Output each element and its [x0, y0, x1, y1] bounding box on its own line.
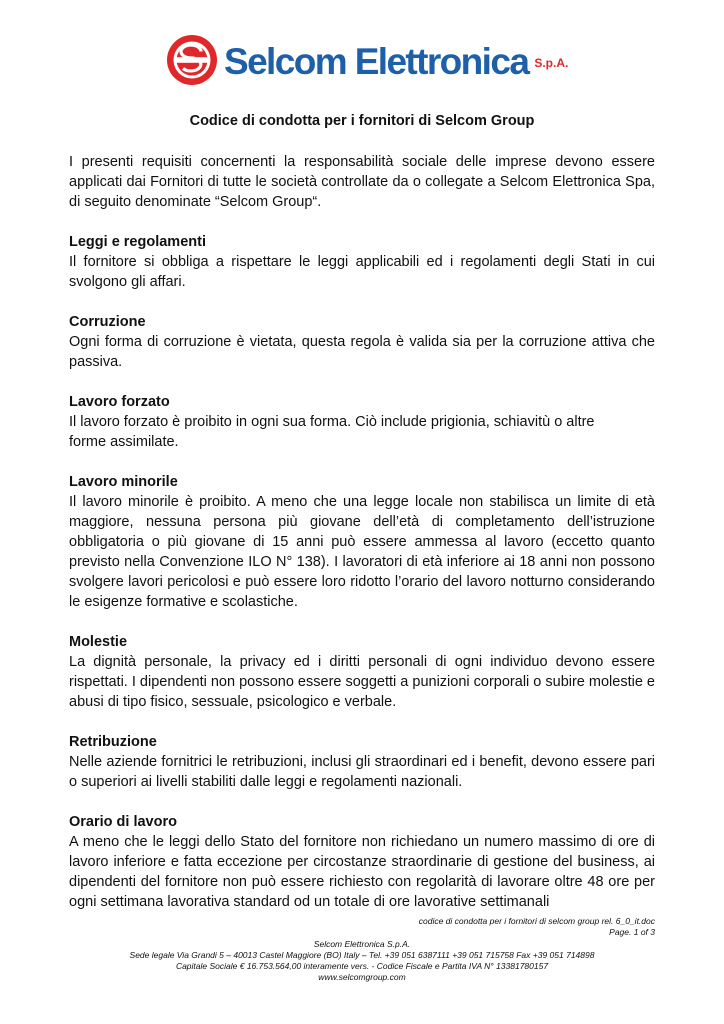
footer-company-name: Selcom Elettronica S.p.A.	[313, 939, 411, 949]
section-text: Il fornitore si obbliga a rispettare le leggi applicabili ed i regolamenti degli Stati in cui svolgono gli affari.	[69, 254, 655, 290]
footer-capital: Capitale Sociale € 16.753.564,00 interamente vers. - Codice Fiscale e Partita IVA N° 13381780157	[175, 961, 549, 971]
footer-company-info	[0, 939, 724, 983]
section-leggi-regolamenti	[69, 232, 655, 292]
footer-website: www.selcomgroup.com	[318, 972, 406, 982]
footer-doc-ref: codice di condotta per i fornitori di selcom group rel. 6_0_it.doc	[418, 916, 655, 926]
section-heading: Lavoro forzato	[69, 394, 170, 410]
document-title: Codice di condotta per i fornitori di Selcom Group	[189, 113, 535, 129]
section-orario-lavoro	[69, 812, 655, 912]
section-text: A meno che le leggi dello Stato del fornitore non richiedano un numero massimo di ore di lavoro inferiore e fatta eccezione per circostanze straordinarie di gestione del business, ai dipendenti del fornitore non può essere richiesto con regolarità di lavorare oltre 48 ore per ogni settimana lavorativa standard od un totale di ore lavorative settimanali	[69, 834, 655, 910]
section-heading: Lavoro minorile	[69, 474, 178, 490]
section-text: Il lavoro forzato è proibito in ogni sua forma. Ciò include prigionia, schiavitù o altre forme assimilate.	[69, 414, 595, 450]
company-logo	[166, 34, 568, 86]
intro-paragraph: I presenti requisiti concernenti la responsabilità sociale delle imprese devono essere applicati dai Fornitori di tutte le società controllate da o collegate a Selcom Elettronica Spa, di seguito denominate “Selcom Group“.	[69, 154, 655, 210]
section-heading: Orario di lavoro	[69, 814, 177, 830]
section-text: La dignità personale, la privacy ed i diritti personali di ogni individuo devono essere rispettati. I dipendenti non possono essere soggetti a punizioni corporali o subire molestie e abusi di tipo fisico, sessuale, psicologico e verbale.	[69, 654, 655, 710]
footer-address: Sede legale Via Grandi 5 – 40013 Castel Maggiore (BO) Italy – Tel. +39 051 6387111 +39 051 715758 Fax +39 051 714898	[129, 950, 595, 960]
section-corruzione	[69, 312, 655, 372]
footer-page-number: Page. 1 of 3	[609, 927, 655, 937]
section-text: Il lavoro minorile è proibito. A meno che una legge locale non stabilisca un limite di età maggiore, nessuna persona più giovane dell’età di completamento dell’istruzione obbligatoria o più giovane di 15 anni può essere ammessa al lavoro (eccetto quanto previsto nella Convenzione ILO N° 138). I lavoratori di età inferiore ai 18 anni non possono svolgere lavori pericolosi e può essere loro ridotto l’orario del lavoro notturno considerando le esigenze formative e scolastiche.	[69, 494, 655, 610]
section-lavoro-minorile	[69, 472, 655, 612]
document-body	[69, 111, 655, 932]
section-heading: Molestie	[69, 634, 128, 650]
footer-document-reference	[419, 916, 655, 938]
section-heading: Corruzione	[69, 314, 146, 330]
selcom-s-logo-icon	[166, 34, 218, 86]
section-heading: Retribuzione	[69, 734, 157, 750]
company-legal-suffix: S.p.A.	[534, 56, 569, 70]
section-lavoro-forzato	[69, 392, 655, 452]
company-name: Selcom Elettronica	[224, 41, 529, 82]
section-retribuzione	[69, 732, 655, 792]
section-text: Nelle aziende fornitrici le retribuzioni, inclusi gli straordinari ed i benefit, devono essere pari o superiori ai livelli stabiliti dalle leggi e regolamenti nazionali.	[69, 754, 655, 790]
section-molestie	[69, 632, 655, 712]
section-heading: Leggi e regolamenti	[69, 234, 206, 250]
section-text: Ogni forma di corruzione è vietata, questa regola è valida sia per la corruzione attiva che passiva.	[69, 334, 655, 370]
